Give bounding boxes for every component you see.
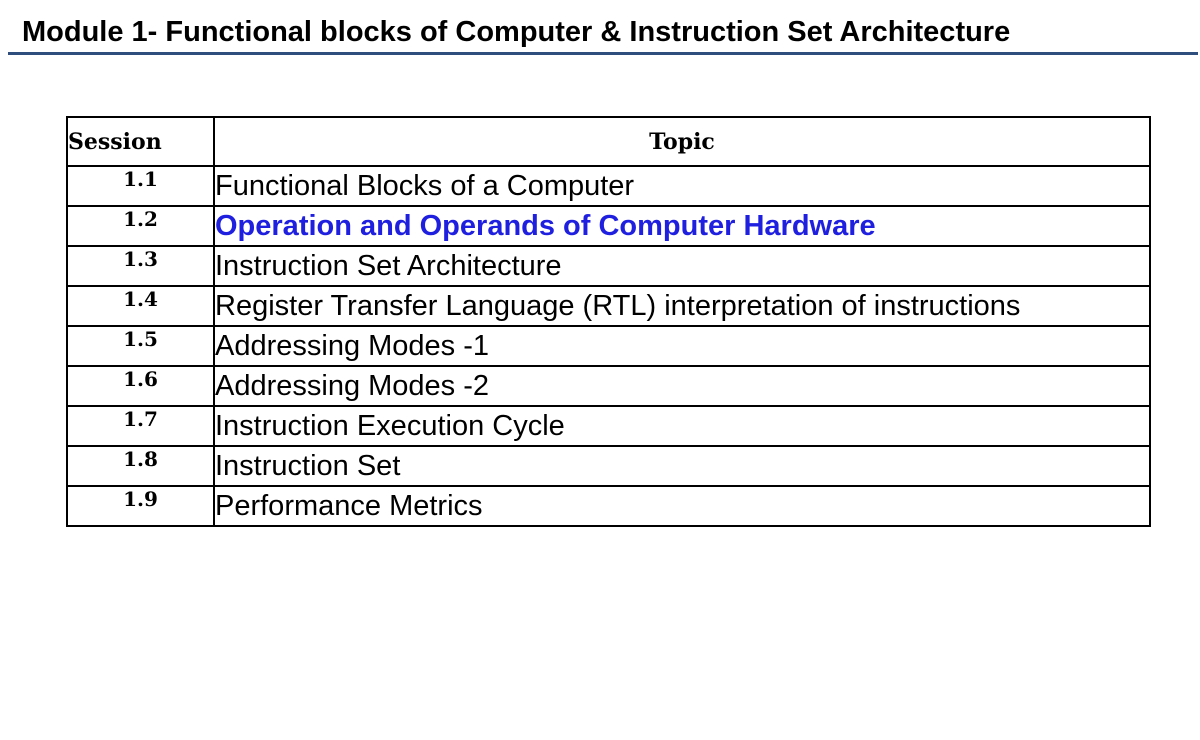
session-column-header: Session bbox=[67, 117, 214, 166]
session-topic: Addressing Modes -2 bbox=[214, 366, 1150, 406]
session-number: 1.6 bbox=[67, 366, 214, 406]
session-topic: Instruction Execution Cycle bbox=[214, 406, 1150, 446]
table-row bbox=[67, 446, 1150, 486]
session-topic: Instruction Set Architecture bbox=[214, 246, 1150, 286]
table-row bbox=[67, 166, 1150, 206]
session-number: 1.8 bbox=[67, 446, 214, 486]
table-row bbox=[67, 486, 1150, 526]
table-row bbox=[67, 286, 1150, 326]
session-topic: Addressing Modes -1 bbox=[214, 326, 1150, 366]
session-table bbox=[66, 116, 1151, 527]
session-topic: Performance Metrics bbox=[214, 486, 1150, 526]
topic-column-header: Topic bbox=[214, 117, 1150, 166]
table-row bbox=[67, 406, 1150, 446]
session-topic: Register Transfer Language (RTL) interpretation of instructions bbox=[214, 286, 1150, 326]
session-topic-highlighted: Operation and Operands of Computer Hardware bbox=[214, 206, 1150, 246]
title-underline bbox=[8, 52, 1198, 55]
session-number: 1.1 bbox=[67, 166, 214, 206]
table-row bbox=[67, 326, 1150, 366]
page-title: Module 1- Functional blocks of Computer & Instruction Set Architecture bbox=[22, 16, 1011, 48]
session-number: 1.3 bbox=[67, 246, 214, 286]
session-number: 1.9 bbox=[67, 486, 214, 526]
session-number: 1.4 bbox=[67, 286, 214, 326]
table-row bbox=[67, 246, 1150, 286]
session-topic: Functional Blocks of a Computer bbox=[214, 166, 1150, 206]
table-row bbox=[67, 206, 1150, 246]
session-number: 1.2 bbox=[67, 206, 214, 246]
table-row bbox=[67, 366, 1150, 406]
session-number: 1.5 bbox=[67, 326, 214, 366]
session-number: 1.7 bbox=[67, 406, 214, 446]
session-topic: Instruction Set bbox=[214, 446, 1150, 486]
table-header-row bbox=[67, 117, 1150, 166]
